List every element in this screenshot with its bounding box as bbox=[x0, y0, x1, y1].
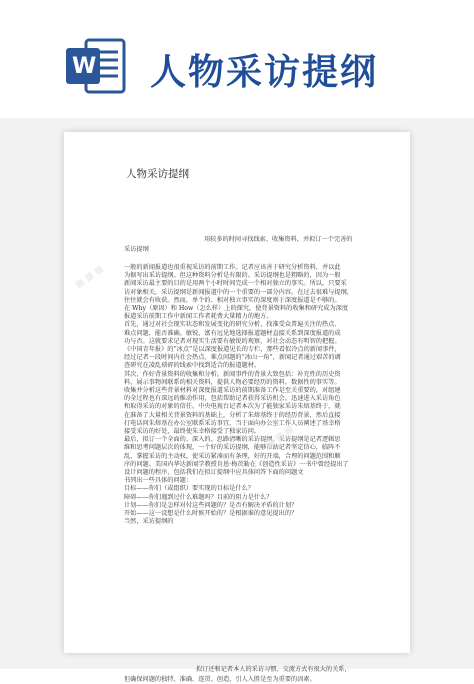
body-line: 打电话问朱熔基在办公室联系采访事宜，当于面向办公室工作人员阐述了基幸格 bbox=[124, 419, 341, 427]
body-line: 但确保问题的独特、准确、连贯、创造、引人入胜是至为重要的因素。 bbox=[124, 676, 316, 684]
body-line: 的全过程也有深远的推动作用，包括帮助记者获得采访机会，迅速进入采访角色 bbox=[124, 395, 341, 403]
body-line: 首先，通过对社会现实状态和发展变化的研究分析，找准受众普遍关注的热点、 bbox=[124, 321, 341, 329]
body-line: 经过记者一段时间内社会热点、难点问题的“冰山一角”，新闻记者通过艰苦的调 bbox=[124, 354, 341, 362]
body-line: 料，展示事物间联系的相关资料，提供人物必要经历的资料，数据性的事实等。 bbox=[124, 378, 341, 386]
body-line: 访对象相关，采访提纲是新闻报道中的一个重要的一部分内容。在过去很难与提纲， bbox=[124, 288, 353, 296]
document-title: 人物采访提纲 bbox=[126, 168, 189, 180]
watermark: ▦ ▦ ▦ bbox=[263, 423, 296, 451]
body-line: 计划——你们是怎样对付这些问题的？是否有解决矛盾的计划？ bbox=[124, 501, 298, 509]
body-line: 设计问题的程序，包括我们在拟订提纲中应具体问答下面的问题文 bbox=[124, 469, 304, 476]
body-line: 在准备了大量相关背景资料的基础上，分析了朱熔基终于的经历背景，然后直接 bbox=[124, 411, 341, 419]
body-line: 《中国青年报》的“冰点”是以深度报道见长的专栏，那些看似冷点的新闻事件， bbox=[124, 346, 341, 353]
body-line: 报道采访前期工作中新闻工作者耗费大量精力的地方。 bbox=[124, 313, 273, 321]
body-line: 乱，掌握采访的主动权，使采访紧凑而有条理，好的开端，合理的问题范围和顺 bbox=[124, 452, 341, 460]
body-line: 往往就会有收获。然而，单个的、相对独立事实的深度则于深度报道是不够的。 bbox=[124, 296, 341, 304]
body-line: 书列出一些具体的问题： bbox=[124, 477, 193, 485]
document-page bbox=[64, 132, 410, 684]
body-line: 目标——你们（或组织）要实现的目标是什么？ bbox=[124, 485, 254, 493]
body-line: 收集并分析这些背景材料对深度报道采访的前期准备工作是至关重要的，对组建 bbox=[124, 387, 341, 394]
body-line: 查研究在凌乱琐碎的线索中找到适合的报道题材。 bbox=[124, 362, 261, 370]
body-line: 最后，拟订一个全面的、深入的、思路清晰的采访提纲。采访提纲是记者逻辑思 bbox=[124, 436, 341, 444]
body-line: 拟订还和记者本人的采访习惯、交流方式有很大的关系， bbox=[196, 666, 351, 674]
body-line: 难点问题，能否准确、敏锐、富有远见地选择报道题材直接关系到深度报道的成 bbox=[124, 329, 341, 337]
header-title: 人物采访提纲 bbox=[150, 52, 379, 93]
word-icon-letter: W bbox=[72, 54, 97, 79]
body-line: 序的问题。美国内华达新闻学教授肯恩·梅茨勒在《创造性采访》一书中曾经提出了 bbox=[124, 460, 349, 468]
body-line: 新闻采访最主要的目的是用两个小时时间完成一个相对独立的事实。所以，只要采 bbox=[124, 280, 347, 288]
body-line: 一般的新闻报道也很重视采访的前期工作。记者应该善于研究分析资料，并以此 bbox=[124, 264, 341, 271]
word-document-icon bbox=[64, 34, 128, 98]
header-banner bbox=[0, 0, 474, 118]
body-line: 用较多的时间寻找线索、收集资料，并拟订一个完善的 bbox=[204, 236, 353, 243]
body-line: 在 Why（原因）和 How（怎么样）上的探究，使背景资料的收集和研究成为深度 bbox=[124, 305, 349, 312]
body-line: 和取得采访的对象的信任。中央电视台记者本次为了能独家采访朱熔基终于，就 bbox=[124, 403, 341, 411]
body-line: 采访提纲 bbox=[124, 246, 149, 253]
body-line: 为据写出采访提纲。但这种资料分析是有限的。采访提纲也是粗略的，因为一般 bbox=[124, 272, 341, 280]
body-line: 接受采访的好处，最终使朱幸格接受了独家访问。 bbox=[124, 428, 261, 435]
body-line: 当然，采访提纲的 bbox=[124, 518, 174, 526]
body-line: 开始——这一设想是什么时候开始的？是根据谁的意见提出的？ bbox=[124, 510, 298, 517]
watermark: ▦ ▦ ▦ bbox=[73, 263, 106, 291]
body-line: 障碍——你们遇到过什么难题吗？目前的阻力是什么？ bbox=[124, 493, 273, 501]
body-line: 维和思考问题层次的体现，一个好的采访提纲，能够帮助记者坚定信心，临阵不 bbox=[124, 444, 341, 452]
body-line: 其次，作好背景资料的收集和分析。新闻事件的背景大致包括：补充性的历史资 bbox=[124, 370, 341, 378]
body-line: 功与否。这就要求记者对现实生活要有敏锐的观察，对社会动态有明智的把握。 bbox=[124, 337, 341, 345]
